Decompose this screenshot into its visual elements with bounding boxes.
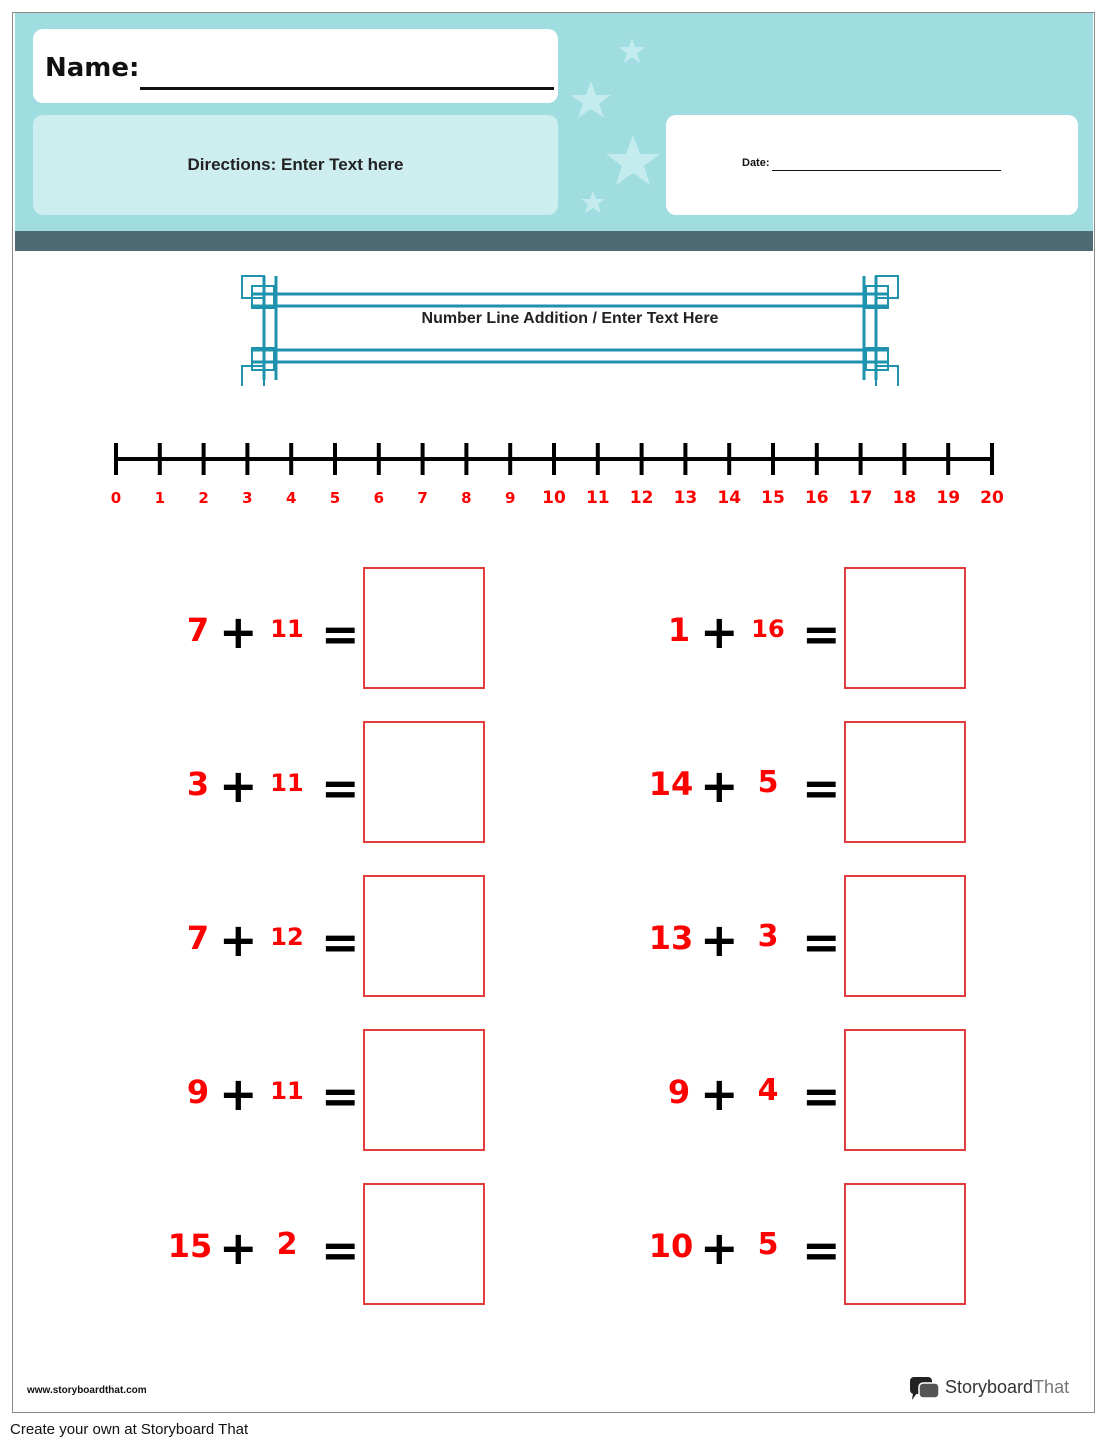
number-line-label: 6 bbox=[373, 489, 385, 507]
star-icon bbox=[606, 135, 660, 185]
plus-sign: + bbox=[219, 605, 258, 659]
number-line-label: 4 bbox=[285, 489, 297, 507]
addend-1: 3 bbox=[186, 765, 210, 803]
equals-sign: = bbox=[802, 1069, 841, 1123]
name-line[interactable] bbox=[140, 87, 554, 90]
name-label: Name: bbox=[45, 53, 140, 83]
addition-problem bbox=[173, 1029, 503, 1155]
plus-sign: + bbox=[219, 759, 258, 813]
footer-url[interactable]: www.storyboardthat.com bbox=[27, 1385, 147, 1396]
answer-box[interactable] bbox=[363, 1183, 485, 1305]
number-line-label: 15 bbox=[761, 488, 785, 508]
addend-2: 5 bbox=[757, 765, 779, 800]
addend-1: 13 bbox=[648, 919, 694, 957]
worksheet bbox=[12, 12, 1095, 1413]
addend-2: 2 bbox=[276, 1227, 298, 1262]
addend-1: 7 bbox=[186, 919, 210, 957]
addition-problem bbox=[654, 567, 984, 693]
addition-problem bbox=[173, 721, 503, 847]
header-divider-band bbox=[15, 231, 1093, 251]
worksheet-title: Number Line Addition / Enter Text Here bbox=[421, 310, 719, 327]
addend-2: 3 bbox=[757, 919, 779, 954]
answer-box[interactable] bbox=[363, 1029, 485, 1151]
plus-sign: + bbox=[219, 1067, 258, 1121]
plus-sign: + bbox=[700, 605, 739, 659]
answer-box[interactable] bbox=[844, 567, 966, 689]
date-box bbox=[666, 115, 1078, 215]
number-line-label: 14 bbox=[717, 488, 742, 508]
logo-text: StoryboardThat bbox=[945, 1377, 1070, 1397]
number-line-label: 2 bbox=[198, 489, 209, 507]
title-frame bbox=[240, 262, 900, 386]
name-box bbox=[33, 29, 558, 103]
number-line-label: 17 bbox=[848, 488, 873, 508]
addend-1: 15 bbox=[167, 1227, 213, 1265]
equals-sign: = bbox=[321, 761, 360, 815]
speech-bubble-icon bbox=[909, 1375, 943, 1403]
addend-1: 9 bbox=[667, 1073, 691, 1111]
plus-sign: + bbox=[700, 913, 739, 967]
addend-2: 11 bbox=[270, 1077, 304, 1105]
answer-box[interactable] bbox=[844, 1183, 966, 1305]
plus-sign: + bbox=[219, 1221, 258, 1275]
plus-sign: + bbox=[219, 913, 258, 967]
addend-2: 4 bbox=[757, 1073, 779, 1108]
addition-problem bbox=[167, 1183, 503, 1309]
addition-problem bbox=[648, 721, 984, 847]
addend-2: 11 bbox=[270, 769, 304, 797]
equals-sign: = bbox=[802, 915, 841, 969]
addend-2: 11 bbox=[270, 615, 304, 643]
date-line[interactable] bbox=[772, 170, 1001, 171]
equals-sign: = bbox=[321, 607, 360, 661]
number-line-label: 3 bbox=[242, 489, 253, 507]
addition-problem bbox=[648, 875, 984, 1001]
equals-sign: = bbox=[321, 1223, 360, 1277]
star-icon bbox=[619, 38, 645, 63]
addend-1: 7 bbox=[186, 611, 210, 649]
plus-sign: + bbox=[700, 1067, 739, 1121]
addition-problem bbox=[648, 1183, 984, 1309]
addend-1: 14 bbox=[648, 765, 694, 803]
number-line-label: 9 bbox=[504, 489, 516, 507]
number-line-label: 7 bbox=[417, 489, 428, 507]
equals-sign: = bbox=[802, 1223, 841, 1277]
addend-2: 16 bbox=[751, 615, 785, 643]
number-line bbox=[108, 429, 1008, 509]
stars-decoration bbox=[555, 33, 675, 213]
addend-1: 10 bbox=[648, 1227, 694, 1265]
number-line-label: 20 bbox=[980, 488, 1004, 508]
equals-sign: = bbox=[321, 915, 360, 969]
answer-box[interactable] bbox=[363, 875, 485, 997]
answer-box[interactable] bbox=[844, 721, 966, 843]
directions-box bbox=[33, 115, 558, 215]
number-line-label: 5 bbox=[329, 489, 341, 507]
storyboardthat-logo[interactable] bbox=[909, 1375, 1089, 1403]
number-line-label: 1 bbox=[154, 489, 166, 507]
equals-sign: = bbox=[802, 761, 841, 815]
equals-sign: = bbox=[321, 1069, 360, 1123]
addition-problem bbox=[173, 875, 503, 1001]
header-banner bbox=[15, 13, 1093, 231]
addend-1: 9 bbox=[186, 1073, 210, 1111]
star-icon bbox=[581, 191, 605, 213]
addition-problem bbox=[173, 567, 503, 693]
plus-sign: + bbox=[700, 759, 739, 813]
footer-caption: Create your own at Storyboard That bbox=[10, 1421, 249, 1438]
star-icon bbox=[571, 81, 611, 118]
number-line-label: 12 bbox=[629, 488, 654, 508]
number-line-label: 16 bbox=[804, 488, 829, 508]
number-line-label: 10 bbox=[542, 488, 566, 508]
directions-text: Directions: Enter Text here bbox=[187, 155, 404, 174]
equals-sign: = bbox=[802, 607, 841, 661]
number-line-label: 13 bbox=[673, 488, 698, 508]
number-line-label: 11 bbox=[585, 488, 610, 508]
number-line-label: 8 bbox=[461, 489, 472, 507]
addend-1: 1 bbox=[667, 611, 691, 649]
answer-box[interactable] bbox=[363, 721, 485, 843]
date-label: Date: bbox=[742, 157, 770, 169]
addend-2: 5 bbox=[757, 1227, 779, 1262]
number-line-label: 0 bbox=[110, 489, 122, 507]
answer-box[interactable] bbox=[363, 567, 485, 689]
answer-box[interactable] bbox=[844, 1029, 966, 1151]
addition-problem bbox=[654, 1029, 984, 1155]
addend-2: 12 bbox=[270, 923, 304, 951]
plus-sign: + bbox=[700, 1221, 739, 1275]
number-line-label: 19 bbox=[936, 488, 961, 508]
answer-box[interactable] bbox=[844, 875, 966, 997]
number-line-label: 18 bbox=[892, 488, 917, 508]
